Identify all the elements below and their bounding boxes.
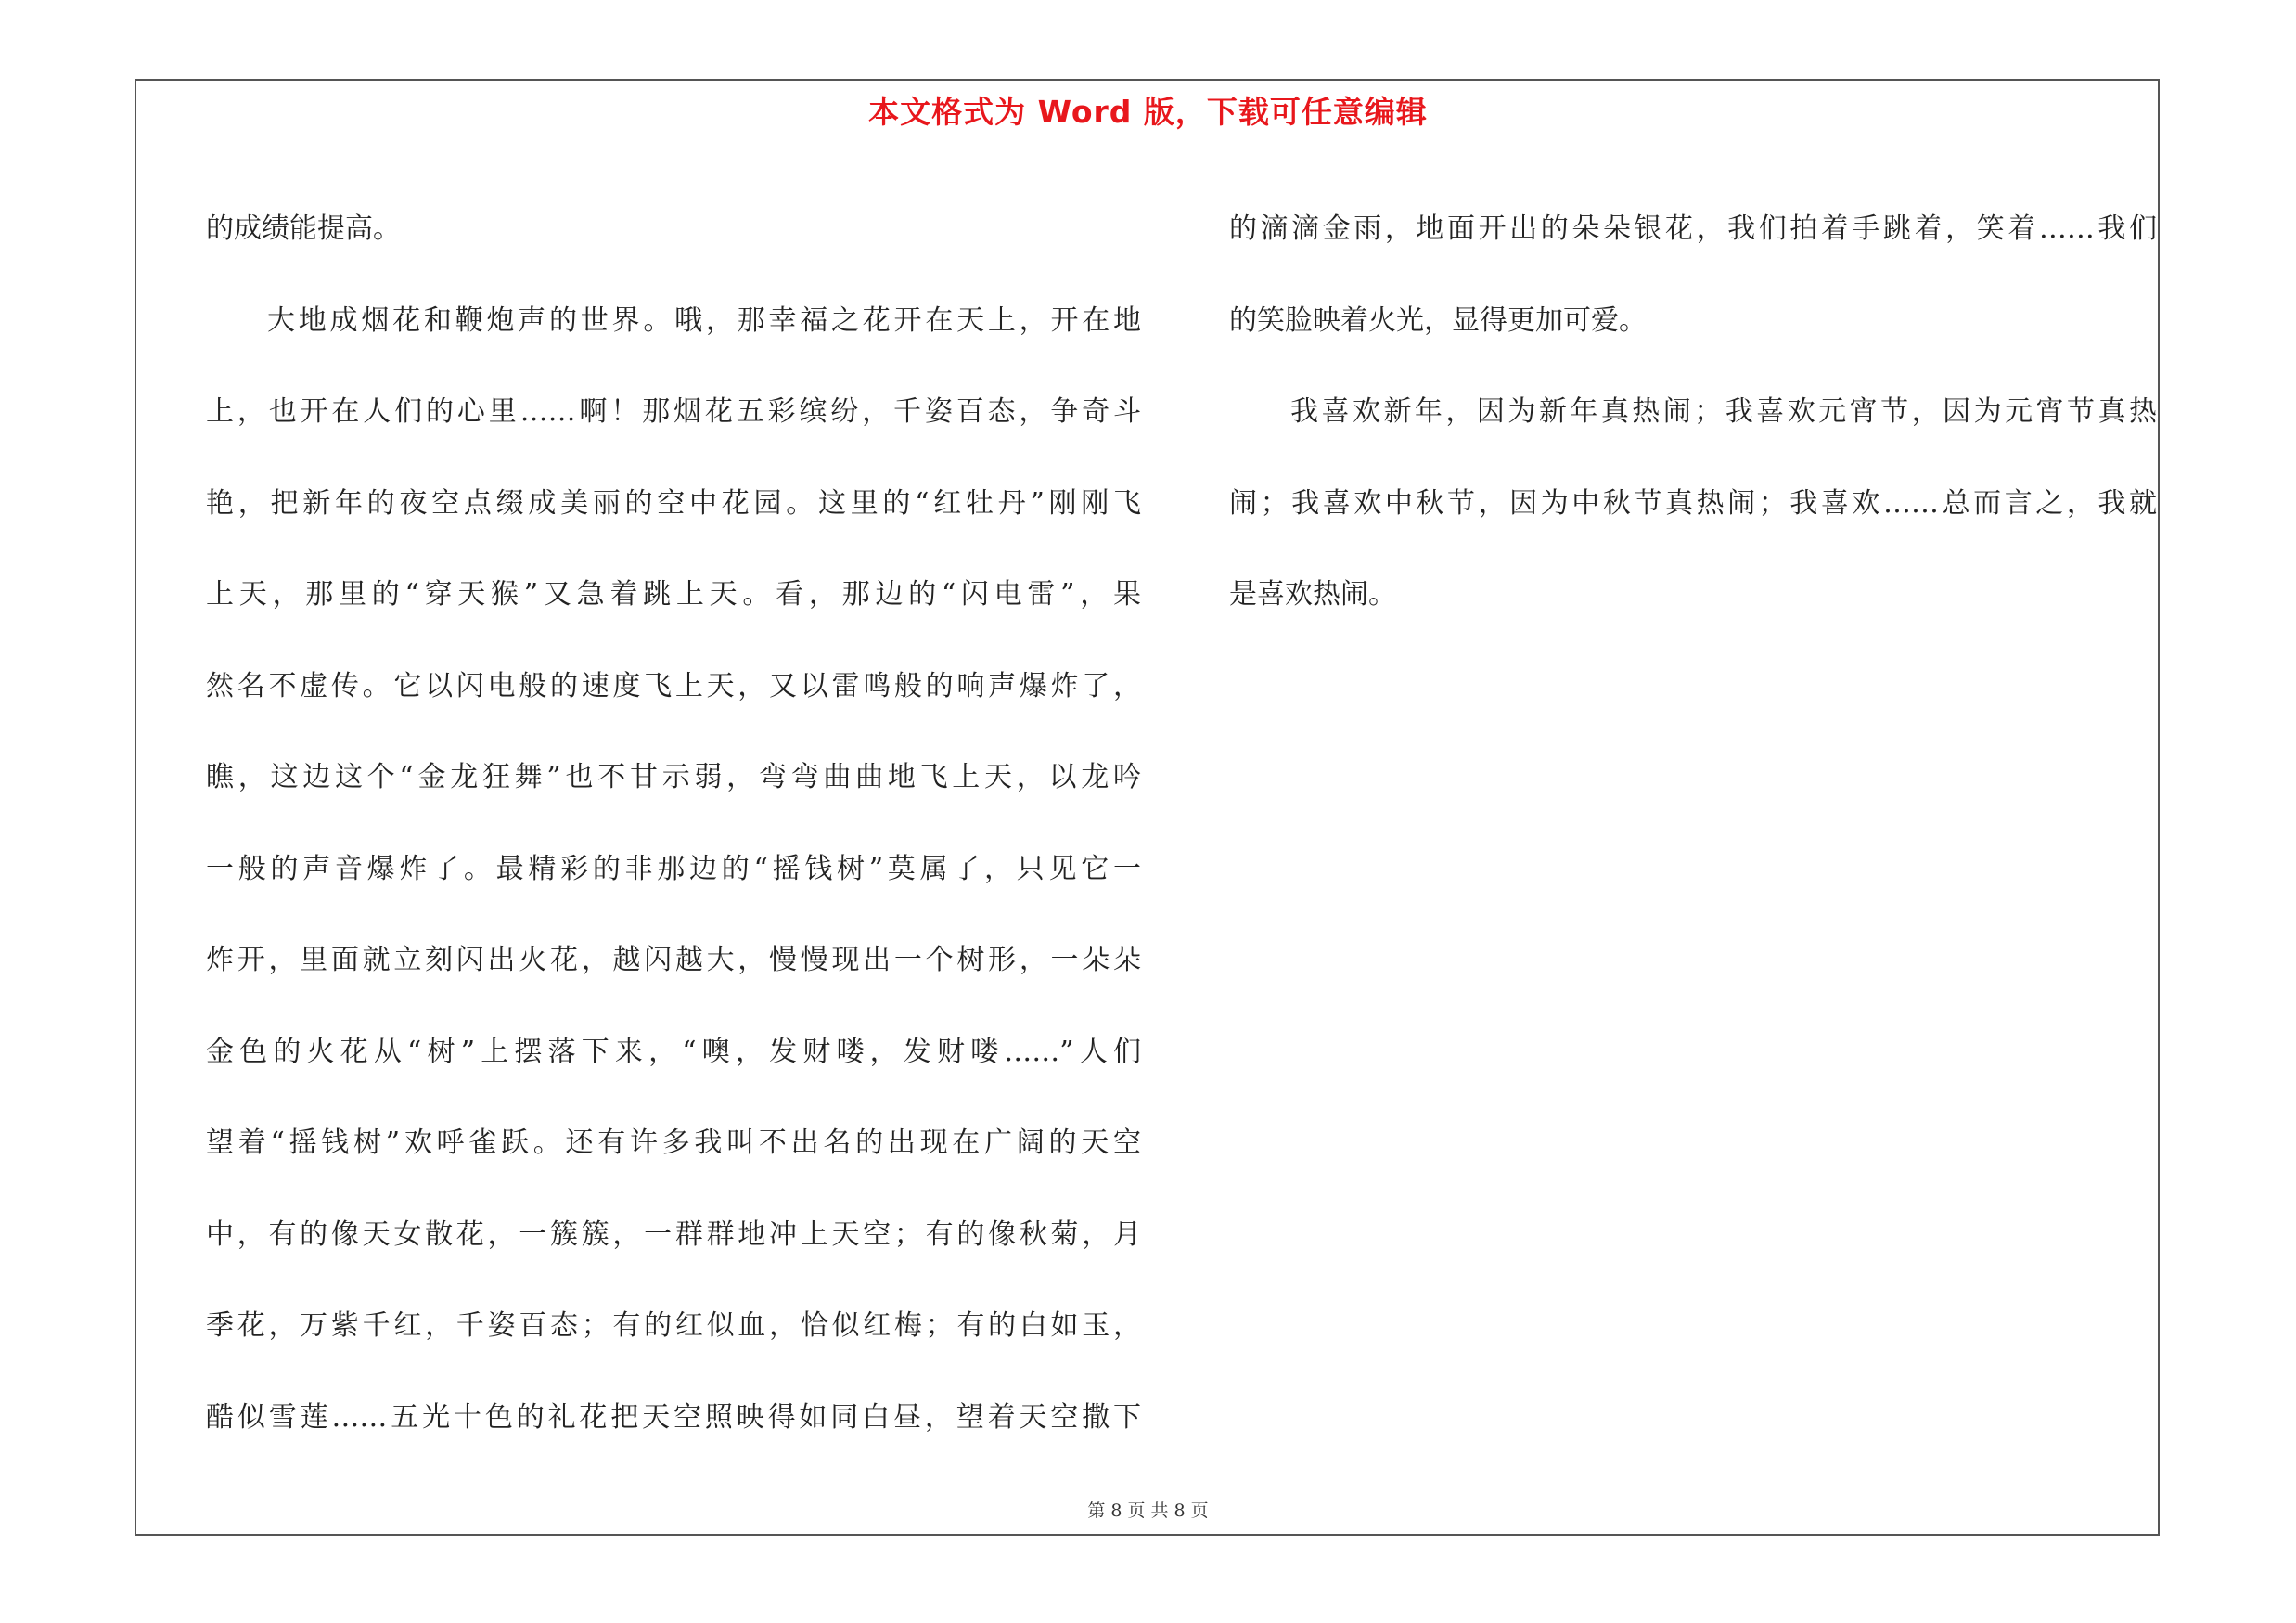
text-line: 的成绩能提高。 bbox=[206, 213, 401, 245]
text-line: 金色的火花从“树”上摆落下来，“噢，发财喽，发财喽……”人们 bbox=[206, 1035, 1141, 1068]
text-line: 望着“摇钱树”欢呼雀跃。还有许多我叫不出名的出现在广阔的天空 bbox=[206, 1127, 1141, 1159]
text-line: 瞧，这边这个“金龙狂舞”也不甘示弱，弯弯曲曲地飞上天，以龙吟 bbox=[206, 761, 1141, 793]
text-line: 的笑脸映着火光，显得更加可爱。 bbox=[1229, 303, 1647, 337]
text-line: 季花，万紫千红，千姿百态；有的红似血，恰似红梅；有的白如玉， bbox=[206, 1309, 1141, 1342]
text-line: 酷似雪莲……五光十色的礼花把天空照映得如同白昼，望着天空撒下 bbox=[206, 1400, 1141, 1434]
text-line: 中，有的像天女散花，一簇簇，一群群地冲上天空；有的像秋菊，月 bbox=[206, 1217, 1141, 1251]
text-line: 然名不虚传。它以闪电般的速度飞上天，又以雷鸣般的响声爆炸了， bbox=[206, 669, 1141, 702]
text-line: 上，也开在人们的心里……啊！那烟花五彩缤纷，千姿百态，争奇斗 bbox=[206, 395, 1141, 428]
left-text-column bbox=[206, 184, 1141, 1463]
page-number: 第 8 页 共 8 页 bbox=[1087, 1501, 1209, 1521]
right-text-column bbox=[1229, 184, 2157, 641]
format-banner: 本文格式为 Word 版，下载可任意编辑 bbox=[868, 94, 1428, 130]
text-line: 炸开，里面就立刻闪出火花，越闪越大，慢慢现出一个树形，一朵朵 bbox=[206, 944, 1141, 976]
text-line: 一般的声音爆炸了。最精彩的非那边的“摇钱树”莫属了，只见它一 bbox=[206, 852, 1141, 885]
text-line: 大地成烟花和鞭炮声的世界。哦，那幸福之花开在天上，开在地 bbox=[267, 303, 1141, 337]
text-line: 艳，把新年的夜空点缀成美丽的空中花园。这里的“红牡丹”刚刚飞 bbox=[206, 486, 1141, 520]
text-line: 是喜欢热闹。 bbox=[1229, 578, 1396, 611]
text-line: 闹；我喜欢中秋节，因为中秋节真热闹；我喜欢……总而言之，我就 bbox=[1229, 486, 2157, 520]
text-line: 我喜欢新年，因为新年真热闹；我喜欢元宵节，因为元宵节真热 bbox=[1290, 395, 2157, 428]
text-line: 上天，那里的“穿天猴”又急着跳上天。看，那边的“闪电雷”，果 bbox=[206, 578, 1141, 611]
text-line: 的滴滴金雨，地面开出的朵朵银花，我们拍着手跳着，笑着……我们 bbox=[1229, 213, 2157, 245]
